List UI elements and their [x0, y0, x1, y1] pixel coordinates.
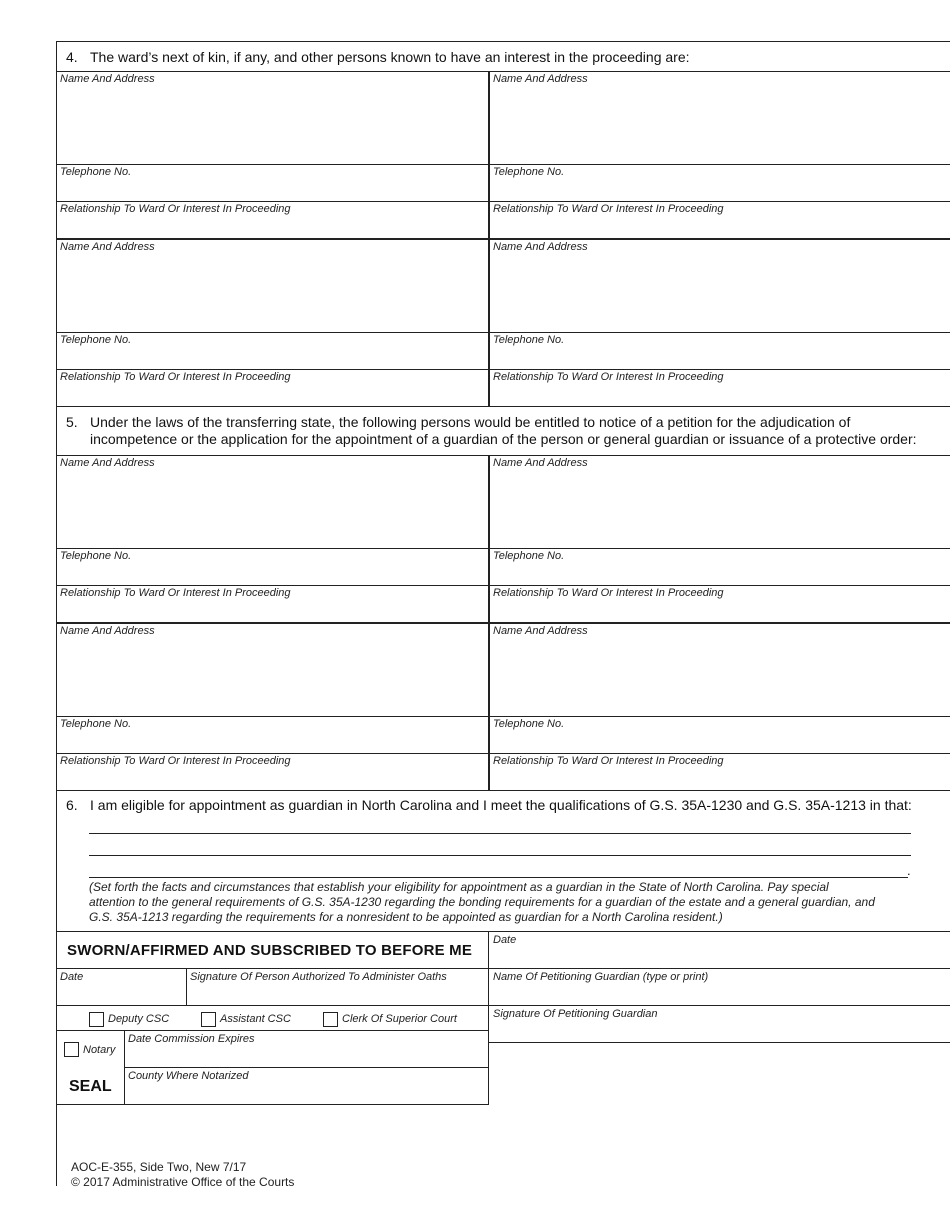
notary-checkbox[interactable]: [64, 1042, 79, 1057]
telephone-label: Telephone No.: [60, 718, 132, 730]
telephone-label: Telephone No.: [60, 334, 132, 346]
kin-1-left-phone-field[interactable]: [57, 165, 487, 201]
sworn-right-border: [488, 931, 489, 1105]
eligibility-line-1[interactable]: [89, 816, 911, 833]
sworn-heading: SWORN/AFFIRMED AND SUBSCRIBED TO BEFORE ME: [67, 942, 473, 959]
name-address-label: Name And Address: [493, 457, 588, 469]
kin-2-right-phone-field[interactable]: [490, 333, 948, 369]
relationship-label: Relationship To Ward Or Interest In Proceeding: [60, 755, 291, 767]
notice-2-right-name-field[interactable]: [490, 624, 948, 715]
divider: [56, 790, 950, 791]
section-4-number: 4.: [66, 49, 78, 65]
notice-2-left-phone-field[interactable]: [57, 717, 487, 753]
telephone-label: Telephone No.: [60, 550, 132, 562]
name-address-label: Name And Address: [60, 457, 155, 469]
telephone-label: Telephone No.: [60, 166, 132, 178]
eligibility-period: .: [907, 863, 911, 878]
section-5-text-line-1: Under the laws of the transferring state, the following persons would be entitled to notice of a petition for the adjudication of: [90, 414, 851, 430]
seal-label: SEAL: [69, 1078, 112, 1095]
section-4-text: The ward’s next of kin, if any, and other persons known to have an interest in the proceeding are:: [90, 49, 690, 65]
answer-line: [89, 877, 908, 878]
eligibility-line-2[interactable]: [89, 838, 911, 855]
divider: [488, 1042, 950, 1043]
name-address-label: Name And Address: [60, 73, 155, 85]
relationship-label: Relationship To Ward Or Interest In Proceeding: [493, 203, 724, 215]
kin-2-left-phone-field[interactable]: [57, 333, 487, 369]
instruction-line-3: G.S. 35A-1213 regarding the requirements for a nonresident to be appointed as guardian for a North Carolina resident.): [89, 910, 723, 924]
relationship-label: Relationship To Ward Or Interest In Proceeding: [60, 371, 291, 383]
kin-1-left-relationship-field[interactable]: [57, 202, 487, 238]
petitioner-name-field[interactable]: [490, 969, 948, 1005]
kin-2-left-name-field[interactable]: [57, 240, 487, 331]
name-address-label: Name And Address: [60, 625, 155, 637]
kin-1-right-phone-field[interactable]: [490, 165, 948, 201]
footer: [71, 1160, 294, 1190]
kin-1-left-name-field[interactable]: [57, 72, 487, 164]
notice-1-right-name-field[interactable]: [490, 456, 948, 548]
name-address-label: Name And Address: [60, 241, 155, 253]
notice-1-right-phone-field[interactable]: [490, 549, 948, 585]
kin-2-right-name-field[interactable]: [490, 240, 948, 331]
telephone-label: Telephone No.: [493, 334, 565, 346]
telephone-label: Telephone No.: [493, 166, 565, 178]
name-address-label: Name And Address: [493, 73, 588, 85]
divider: [56, 1005, 489, 1006]
telephone-label: Telephone No.: [493, 718, 565, 730]
divider: [56, 1104, 489, 1105]
section-6-text: I am eligible for appointment as guardian in North Carolina and I meet the qualifications of G.S. 35A-1230 and G.S. 35A-1213 in that:: [90, 797, 912, 813]
top-border: [56, 41, 950, 42]
clerk-superior-court-label: Clerk Of Superior Court: [342, 1013, 457, 1025]
kin-1-right-relationship-field[interactable]: [490, 202, 948, 238]
kin-2-right-relationship-field[interactable]: [490, 370, 948, 406]
relationship-label: Relationship To Ward Or Interest In Proceeding: [493, 371, 724, 383]
petitioner-name-label: Name Of Petitioning Guardian (type or print): [493, 971, 709, 983]
petitioner-signature-field[interactable]: [490, 1006, 948, 1042]
relationship-label: Relationship To Ward Or Interest In Proceeding: [493, 587, 724, 599]
section-6-number: 6.: [66, 797, 78, 813]
name-address-label: Name And Address: [493, 241, 588, 253]
petitioner-date-field[interactable]: [490, 932, 948, 968]
section-5-heading: [66, 414, 946, 450]
petitioner-date-label: Date: [493, 934, 517, 946]
kin-1-right-name-field[interactable]: [490, 72, 948, 164]
divider: [56, 406, 950, 407]
county-notarized-field[interactable]: [125, 1068, 487, 1104]
oath-signature-field[interactable]: [187, 969, 487, 1005]
notice-1-left-relationship-field[interactable]: [57, 586, 487, 622]
instruction-line-1: (Set forth the facts and circumstances that establish your eligibility for appointment as a guardian in the State of North Carolina. Pay special: [89, 880, 829, 894]
form-id: AOC-E-355, Side Two, New 7/17: [71, 1160, 247, 1174]
notice-2-left-name-field[interactable]: [57, 624, 487, 715]
notary-label: Notary: [83, 1044, 116, 1056]
deputy-csc-label: Deputy CSC: [108, 1013, 170, 1025]
section-5-text-line-2: incompetence or the application for the appointment of a guardian of the person or general guardian or issuance of a protective order:: [90, 431, 917, 447]
eligibility-line-3[interactable]: [89, 860, 908, 877]
assistant-csc-checkbox[interactable]: [201, 1012, 216, 1027]
notice-2-right-phone-field[interactable]: [490, 717, 948, 753]
deputy-csc-checkbox[interactable]: [89, 1012, 104, 1027]
answer-line: [89, 855, 911, 856]
notice-2-left-relationship-field[interactable]: [57, 754, 487, 790]
oath-signature-label: Signature Of Person Authorized To Administer Oaths: [190, 971, 447, 983]
commission-expires-field[interactable]: [125, 1031, 487, 1067]
copyright: © 2017 Administrative Office of the Courts: [71, 1175, 295, 1189]
telephone-label: Telephone No.: [493, 550, 565, 562]
notice-1-left-phone-field[interactable]: [57, 549, 487, 585]
instruction-line-2: attention to the general requirements of G.S. 35A-1230 regarding the bonding requirements for a guardian of the estate and a general guardian, and: [89, 895, 875, 909]
county-notarized-label: County Where Notarized: [128, 1070, 249, 1082]
answer-line: [89, 833, 911, 834]
name-address-label: Name And Address: [493, 625, 588, 637]
kin-2-left-relationship-field[interactable]: [57, 370, 487, 406]
relationship-label: Relationship To Ward Or Interest In Proceeding: [493, 755, 724, 767]
notice-2-right-relationship-field[interactable]: [490, 754, 948, 790]
section-6-instructions: [89, 880, 949, 925]
relationship-label: Relationship To Ward Or Interest In Proceeding: [60, 203, 291, 215]
petitioner-signature-label: Signature Of Petitioning Guardian: [493, 1008, 658, 1020]
assistant-csc-label: Assistant CSC: [220, 1013, 291, 1025]
commission-expires-label: Date Commission Expires: [128, 1033, 255, 1045]
clerk-superior-court-checkbox[interactable]: [323, 1012, 338, 1027]
sworn-date-field[interactable]: [57, 969, 185, 1005]
notice-1-right-relationship-field[interactable]: [490, 586, 948, 622]
sworn-date-label: Date: [60, 971, 84, 983]
section-5-number: 5.: [66, 414, 78, 430]
relationship-label: Relationship To Ward Or Interest In Proceeding: [60, 587, 291, 599]
notice-1-left-name-field[interactable]: [57, 456, 487, 548]
